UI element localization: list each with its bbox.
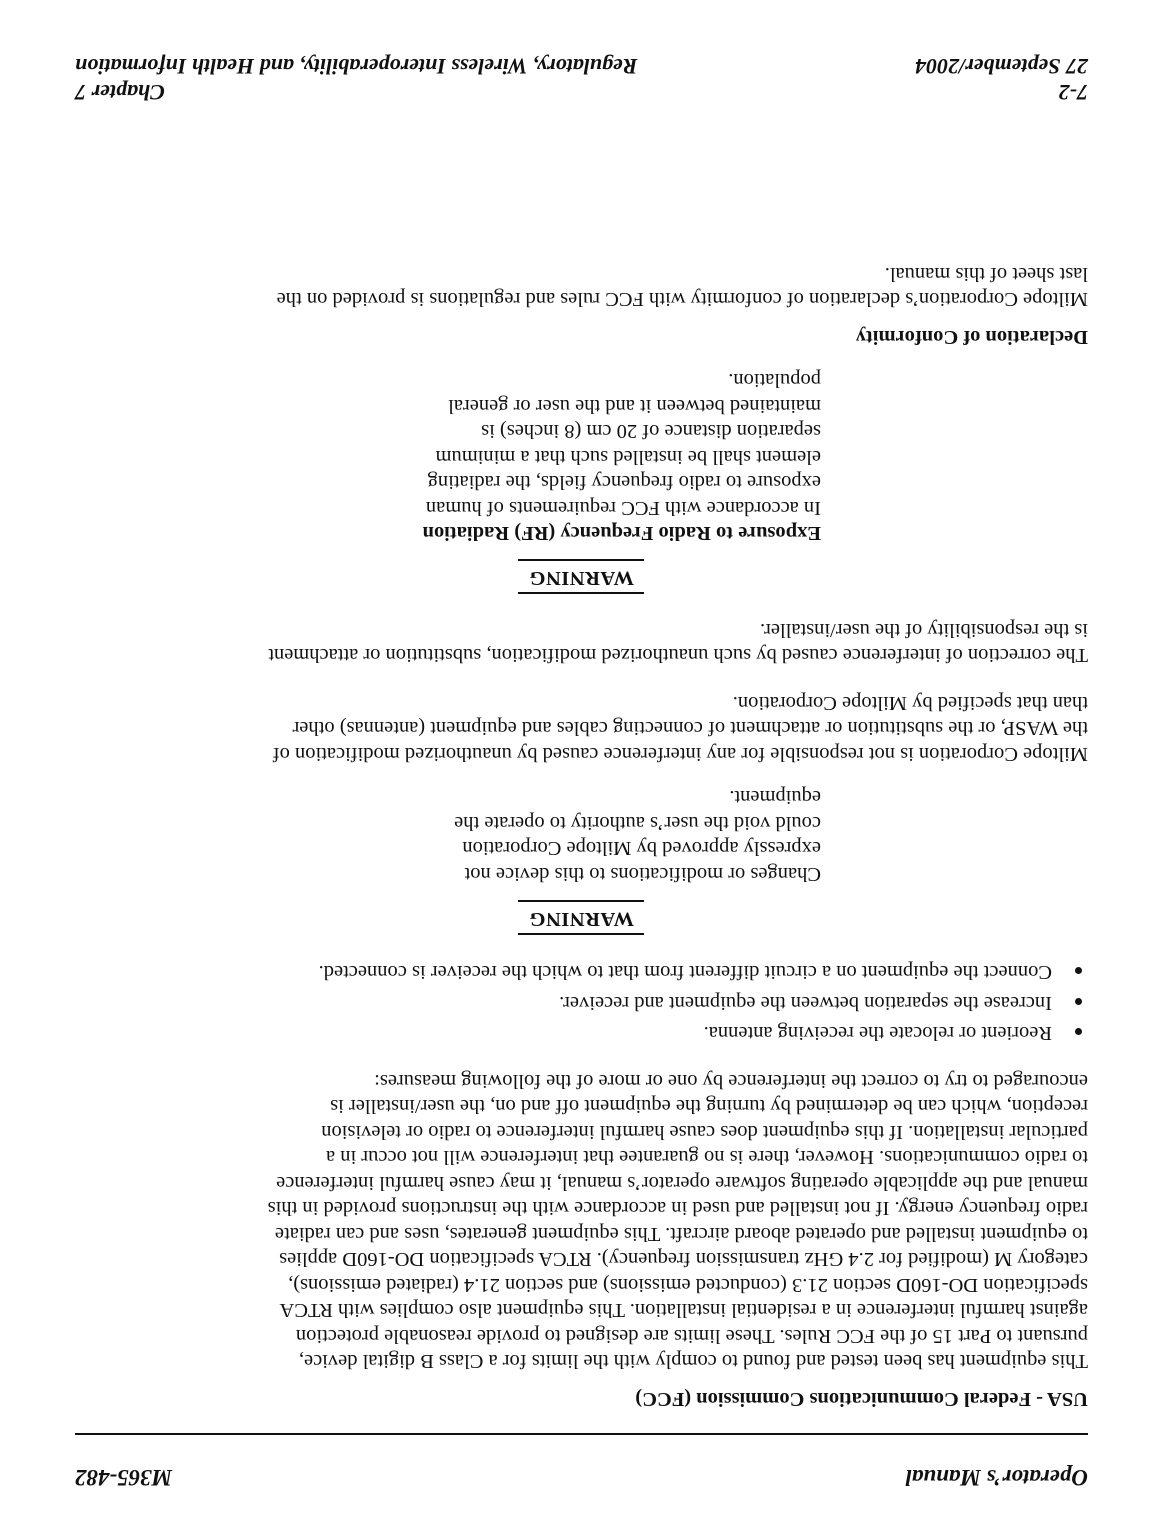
warning-line: population. <box>728 369 821 392</box>
text-line: last sheet of this manual. <box>884 263 1088 285</box>
fcc-line: to radio communications. However, there is no guarantee that interference will not occur in a <box>326 1146 1088 1169</box>
text-line: than that specified by Miltope Corporation. <box>732 692 1088 714</box>
fcc-line: specification DO-160D section 21.3 (conducted emissions) and section 21.4 (radiated emissions), <box>288 1274 1088 1296</box>
page-header <box>75 1464 1088 1490</box>
fcc-line: against harmful interference in a residential installation. This equipment also complies with RTCA <box>279 1299 1088 1322</box>
warning-body <box>411 784 821 886</box>
fcc-line: to equipment installed and operated aboard aircraft. This equipment generates, uses and can radiate <box>274 1223 1088 1245</box>
fcc-line: radio frequency energy. If not installed and used in accordance with the instructions provided in this <box>267 1197 1088 1220</box>
bullet-icon <box>1075 1029 1082 1036</box>
warning-title: WARNING <box>519 900 645 935</box>
document-number: M365-482 <box>75 1465 173 1490</box>
fcc-line: This equipment has been tested and found to comply with the limits for a Class B digital device, <box>298 1350 1088 1373</box>
warning-rf-exposure <box>75 367 1088 595</box>
warning-line: element shall be installed such that a minimum <box>435 446 821 468</box>
text-line: is the responsibility of the user/installer. <box>760 619 1088 641</box>
page-footer <box>75 53 1088 105</box>
miltope-paragraph-1 <box>75 690 1088 767</box>
page-content <box>75 261 1088 1412</box>
warning-line: expressly approved by Miltope Corporation <box>462 837 821 860</box>
footer-line-1 <box>75 79 1088 105</box>
fcc-paragraph <box>75 1068 1088 1374</box>
warning-line: could void the user’s authority to operate the <box>454 812 821 834</box>
warning-line: maintained between it and the user or general <box>448 395 821 417</box>
warning-line: separation distance of 20 cm (8 inches) is <box>481 420 821 443</box>
fcc-line: category M (modified for 2.4 GHz transmission frequency). RTCA specification DO-160D applies <box>279 1248 1088 1271</box>
list-item: Connect the equipment on a circuit different from that to which the receiver is connected. <box>75 959 1088 985</box>
warning-line: exposure to radio frequency fields, the radiating <box>427 471 821 494</box>
footer-line-2 <box>75 53 1088 79</box>
warning-heading: Exposure to Radio Frequency (RF) Radiation <box>422 522 821 545</box>
list-item: Increase the separation between the equipment and receiver. <box>75 990 1088 1016</box>
miltope-paragraph-2 <box>75 617 1088 668</box>
text-line: Miltope Corporation’s declaration of conformity with FCC rules and regulations is provided on the <box>276 288 1088 311</box>
text-line: the WASP, or the substitution or attachment of connecting cables and equipment (antennas) other <box>292 717 1088 740</box>
text-line: The correction of interference caused by such unauthorized modification, substitution or attachment <box>268 644 1088 667</box>
fcc-line: pursuant to Part 15 of the FCC Rules. These limits are designed to provide reasonable protection <box>295 1325 1088 1347</box>
fcc-line: manual and the applicable operating software operator’s manual, it may cause harmful interference <box>276 1172 1088 1194</box>
declaration-paragraph <box>75 261 1088 312</box>
warning-modifications <box>75 784 1088 935</box>
header-rule <box>75 1433 1088 1435</box>
fcc-line: particular installation. If this equipment does cause harmful interference to radio or television <box>321 1121 1088 1143</box>
text-line: Miltope Corporation is not responsible for any interference caused by unauthorized modification of <box>272 743 1088 765</box>
fcc-line: encouraged to try to correct the interference by one or more of the following measures: <box>374 1070 1088 1092</box>
warning-line: equipment. <box>729 786 821 809</box>
fcc-line: reception, which can be determined by turning the equipment off and on, the user/installer is <box>330 1095 1088 1118</box>
document-date: 27 September/2004 <box>915 54 1088 79</box>
warning-line: In accordance with FCC requirements of human <box>425 497 821 519</box>
warning-body <box>341 367 821 546</box>
page-number: 7-2 <box>1058 80 1088 105</box>
measures-list <box>75 959 1088 1046</box>
bullet-icon <box>1075 968 1082 975</box>
chapter-label: Chapter 7 <box>75 80 165 105</box>
declaration-heading: Declaration of Conformity <box>855 326 1088 348</box>
chapter-title: Regulatory, Wireless Interoperability, and Health Information <box>75 54 638 79</box>
list-item: Reorient or relocate the receiving antenna. <box>75 1020 1088 1046</box>
fcc-heading: USA - Federal Communications Commission (FCC) <box>635 1388 1088 1410</box>
warning-title: WARNING <box>519 560 645 595</box>
warning-line: Changes or modifications to this device not <box>464 863 821 885</box>
manual-title: Operator’s Manual <box>905 1465 1088 1490</box>
bullet-icon <box>1075 998 1082 1005</box>
